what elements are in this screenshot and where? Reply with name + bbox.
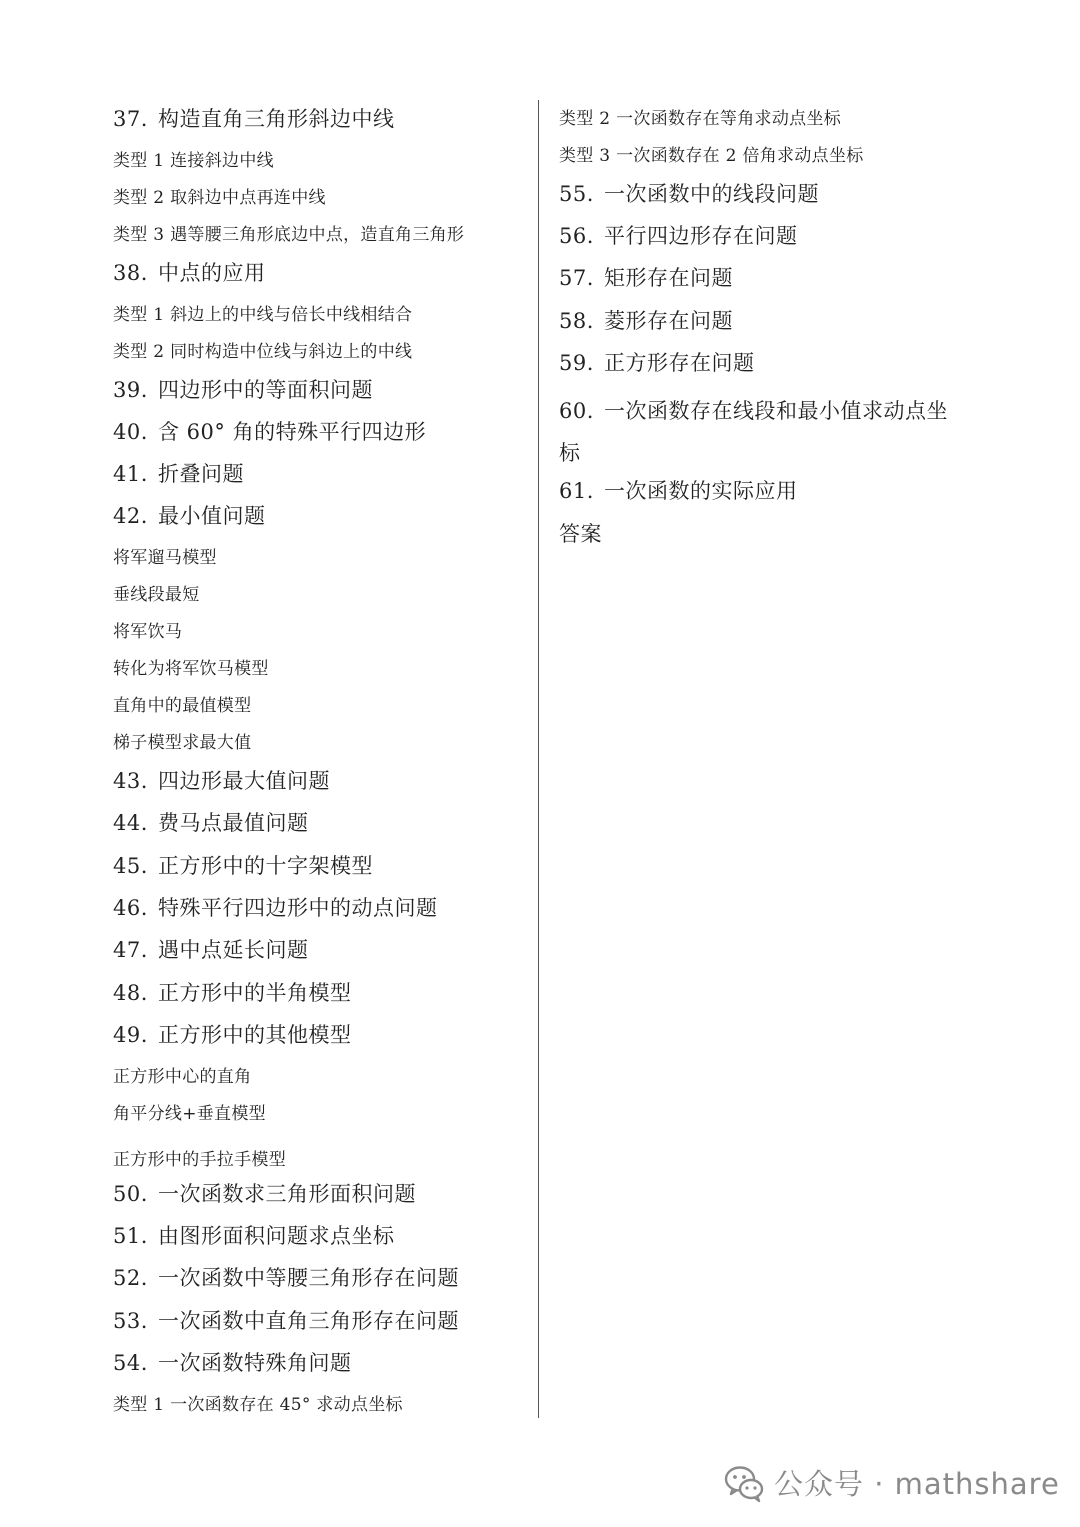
toc-chapter-entry xyxy=(559,178,819,208)
toc-entry-title: 一次函数中的线段问题 xyxy=(604,182,819,206)
toc-entry-title: 由图形面积问题求点坐标 xyxy=(158,1224,395,1248)
toc-entry-title: 类型 3 遇等腰三角形底边中点，造直角三角形 xyxy=(113,225,465,245)
toc-entry-title: 正方形中的半角模型 xyxy=(158,981,352,1005)
toc-entry-number: 44. xyxy=(113,811,148,835)
toc-subsection-entry xyxy=(113,183,326,208)
toc-entry-number: 58. xyxy=(559,309,594,333)
toc-chapter-entry xyxy=(113,416,426,446)
toc-entry-number: 40. xyxy=(113,420,148,444)
toc-entry-number: 37. xyxy=(113,107,148,131)
watermark-text: 公众号 · mathshare xyxy=(774,1467,1060,1501)
toc-entry-number: 56. xyxy=(559,224,594,248)
toc-chapter-entry xyxy=(113,1019,352,1049)
toc-subsection-entry xyxy=(113,691,251,716)
toc-entry-title: 类型 1 一次函数存在 45° 求动点坐标 xyxy=(113,1395,403,1415)
toc-chapter-entry xyxy=(113,765,330,795)
toc-subsection-entry xyxy=(113,1099,266,1124)
toc-entry-title: 将军遛马模型 xyxy=(113,548,217,568)
toc-entry-number: 48. xyxy=(113,981,148,1005)
toc-chapter-entry xyxy=(113,500,266,530)
toc-chapter-entry xyxy=(113,1220,395,1250)
toc-chapter-entry xyxy=(113,458,244,488)
toc-chapter-entry xyxy=(113,977,352,1007)
toc-entry-title: 将军饮马 xyxy=(113,622,183,642)
toc-chapter-entry xyxy=(559,262,733,292)
toc-entry-number: 61. xyxy=(559,479,594,503)
toc-subsection-entry xyxy=(113,1390,403,1415)
toc-entry-title: 类型 1 连接斜边中线 xyxy=(113,151,274,171)
toc-entry-number: 49. xyxy=(113,1023,148,1047)
toc-entry-number: 54. xyxy=(113,1351,148,1375)
toc-entry-number: 38. xyxy=(113,261,148,285)
toc-chapter-entry xyxy=(113,1178,416,1208)
toc-entry-title: 类型 2 同时构造中位线与斜边上的中线 xyxy=(113,342,413,362)
toc-entry-title: 类型 2 一次函数存在等角求动点坐标 xyxy=(559,109,842,129)
toc-entry-title: 角平分线+垂直模型 xyxy=(113,1104,266,1124)
toc-chapter-entry xyxy=(113,892,438,922)
toc-entry-title: 费马点最值问题 xyxy=(158,811,309,835)
toc-entry-title: 一次函数的实际应用 xyxy=(604,479,798,503)
toc-entry-number: 60. xyxy=(559,399,594,423)
toc-subsection-entry xyxy=(113,1145,286,1170)
toc-chapter-entry xyxy=(113,1262,459,1292)
toc-entry-number: 41. xyxy=(113,462,148,486)
toc-entry-title: 一次函数存在线段和最小值求动点坐标 xyxy=(559,399,948,465)
toc-subsection-entry xyxy=(113,146,274,171)
toc-entry-number: 59. xyxy=(559,351,594,375)
toc-subsection-entry xyxy=(113,1062,251,1087)
toc-entry-number: 39. xyxy=(113,378,148,402)
toc-entry-title: 类型 2 取斜边中点再连中线 xyxy=(113,188,326,208)
toc-entry-title: 折叠问题 xyxy=(158,462,244,486)
toc-entry-title: 矩形存在问题 xyxy=(604,266,733,290)
watermark xyxy=(724,1462,1060,1503)
toc-entry-title: 一次函数中直角三角形存在问题 xyxy=(158,1309,459,1333)
toc-entry-title: 中点的应用 xyxy=(158,261,266,285)
toc-entry-title: 构造直角三角形斜边中线 xyxy=(158,107,395,131)
toc-entry-title: 转化为将军饮马模型 xyxy=(113,659,269,679)
toc-entry-title: 类型 3 一次函数存在 2 倍角求动点坐标 xyxy=(559,146,864,166)
toc-chapter-entry xyxy=(559,305,733,335)
toc-entry-title: 正方形中的手拉手模型 xyxy=(113,1150,286,1170)
toc-entry-title: 菱形存在问题 xyxy=(604,309,733,333)
toc-entry-title: 四边形最大值问题 xyxy=(158,769,330,793)
toc-entry-number: 50. xyxy=(113,1182,148,1206)
toc-subsection-entry xyxy=(559,141,864,166)
toc-entry-number: 45. xyxy=(113,854,148,878)
toc-entry-title: 垂线段最短 xyxy=(113,585,200,605)
toc-entry-number: 43. xyxy=(113,769,148,793)
toc-entry-title: 四边形中的等面积问题 xyxy=(158,378,373,402)
toc-entry-number: 57. xyxy=(559,266,594,290)
toc-subsection-entry xyxy=(113,617,182,642)
toc-entry-number: 47. xyxy=(113,938,148,962)
toc-entry-title: 直角中的最值模型 xyxy=(113,696,252,716)
toc-entry-number: 53. xyxy=(113,1309,148,1333)
toc-entry-title: 正方形中的其他模型 xyxy=(158,1023,352,1047)
toc-chapter-entry xyxy=(113,1347,352,1377)
toc-chapter-entry xyxy=(113,1305,459,1335)
toc-chapter-entry xyxy=(559,475,798,505)
toc-entry-title: 类型 1 斜边上的中线与倍长中线相结合 xyxy=(113,305,413,325)
toc-entry-title: 正方形中心的直角 xyxy=(113,1067,252,1087)
toc-entry-number: 46. xyxy=(113,896,148,920)
toc-chapter-entry xyxy=(113,103,395,133)
column-divider xyxy=(538,100,539,1418)
toc-entry-title: 最小值问题 xyxy=(158,504,266,528)
toc-subsection-entry xyxy=(113,654,269,679)
toc-chapter-entry xyxy=(113,257,266,287)
toc-subsection-entry xyxy=(113,728,251,753)
toc-entry-title: 含 60° 角的特殊平行四边形 xyxy=(158,420,427,444)
toc-subsection-entry xyxy=(113,337,412,362)
toc-entry-title: 平行四边形存在问题 xyxy=(604,224,798,248)
toc-entry-title: 一次函数中等腰三角形存在问题 xyxy=(158,1266,459,1290)
toc-entry-number: 52. xyxy=(113,1266,148,1290)
toc-entry-number: 55. xyxy=(559,182,594,206)
toc-chapter-entry xyxy=(559,518,602,548)
toc-entry-title: 正方形存在问题 xyxy=(604,351,755,375)
toc-entry-title: 遇中点延长问题 xyxy=(158,938,309,962)
toc-subsection-entry xyxy=(113,220,464,245)
toc-subsection-entry xyxy=(113,580,200,605)
toc-chapter-entry xyxy=(113,934,309,964)
toc-entry-title: 一次函数求三角形面积问题 xyxy=(158,1182,416,1206)
toc-entry-number: 42. xyxy=(113,504,148,528)
toc-chapter-entry xyxy=(559,347,755,377)
toc-chapter-entry xyxy=(559,220,798,250)
toc-entry-title: 正方形中的十字架模型 xyxy=(158,854,373,878)
toc-chapter-entry xyxy=(113,850,373,880)
toc-chapter-entry xyxy=(113,374,373,404)
toc-entry-title: 一次函数特殊角问题 xyxy=(158,1351,352,1375)
toc-entry-title: 梯子模型求最大值 xyxy=(113,733,252,753)
toc-subsection-entry xyxy=(113,300,412,325)
toc-subsection-entry xyxy=(113,543,217,568)
wechat-icon xyxy=(724,1463,764,1503)
toc-entry-title: 答案 xyxy=(559,522,602,546)
toc-entry-title: 特殊平行四边形中的动点问题 xyxy=(158,896,438,920)
toc-chapter-entry xyxy=(113,807,309,837)
toc-entry-number: 51. xyxy=(113,1224,148,1248)
toc-chapter-entry xyxy=(559,390,959,474)
toc-subsection-entry xyxy=(559,104,841,129)
